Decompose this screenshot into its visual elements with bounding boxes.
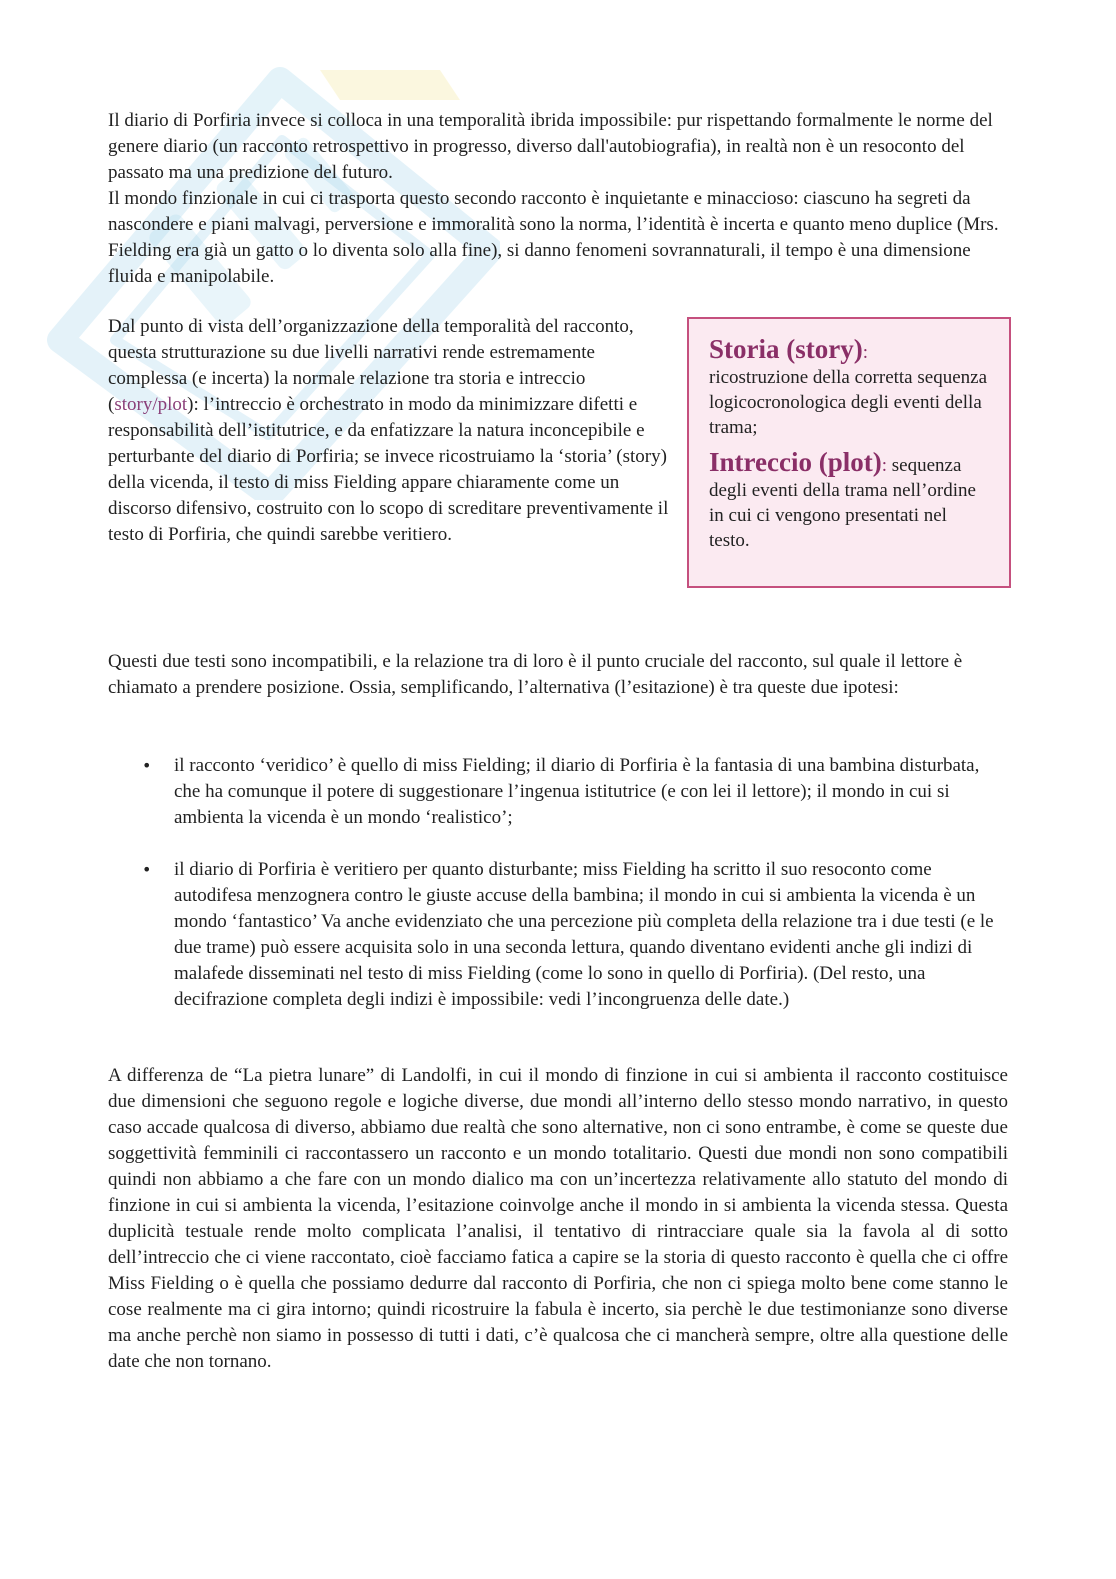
definition-intreccio bbox=[709, 447, 991, 553]
intro-section bbox=[108, 108, 1008, 290]
definition-box bbox=[687, 317, 1011, 588]
paragraph-mondo-finzionale: Il mondo finzionale in cui ci trasporta questo secondo racconto è inquietante e minaccioso: ciascuno ha segreti da nascondere e piani malvagi, perversione e immoralità sono la norma, l’identità è incerta e quanto meno duplice (Mrs. Fielding era già un gatto o lo diventa solo alla fine), si danno fenomeni sovrannaturali, il tempo è una dimensione fluida e manipolabile. bbox=[108, 188, 999, 287]
bullet-icon: • bbox=[142, 756, 152, 775]
storia-term: Storia (story) bbox=[709, 334, 863, 364]
list-item bbox=[108, 753, 1008, 831]
storia-colon: : bbox=[862, 342, 868, 363]
list-item bbox=[108, 857, 1008, 1013]
storia-definition: ricostruzione della corretta sequenza logicocronologica degli eventi della trama; bbox=[709, 367, 987, 438]
intreccio-term: Intreccio (plot) bbox=[709, 447, 882, 477]
paragraph-temporalita bbox=[108, 314, 674, 548]
bullet-icon: • bbox=[142, 860, 152, 879]
story-plot-link[interactable]: story/plot bbox=[114, 394, 188, 415]
intreccio-colon: : bbox=[881, 455, 887, 476]
intreccio-definition: sequenza degli eventi della trama nell’ordine in cui ci vengono presentati nel testo. bbox=[709, 455, 976, 551]
hypotheses-list bbox=[108, 753, 1008, 1039]
paragraph-landolfi: A differenza de “La pietra lunare” di Landolfi, in cui il mondo di finzione in cui si ambienta il racconto costituisce due dimensioni che seguono regole e logiche diverse, due mondi all’interno dello stesso mondo narrativo, in questo caso accade qualcosa di diverso, abbiamo due realtà che sono alternative, non ci sono entrambe, è come se queste due soggettività femminili ci raccontassero un racconto e un mondo totalitario. Questi due mondi non sono compatibili quindi non abbiamo a che fare con un mondo dialico ma con un’incertezza relativamente allo statuto del mondo di finzione in cui si ambienta la vicenda, l’esitazione coinvolge anche il mondo in si ambienta la vicenda stessa. Questa duplicità testuale rende molto complicata l’analisi, il tentativo di rintracciare quale sia la favola al di sotto dell’intreccio che ci viene raccontato, cioè facciamo fatica a capire se la storia di questo racconto è quella che ci offre Miss Fielding o è quella che possiamo dedurre dal racconto di Porfiria, che non ci spiega molto bene come stanno le cose realmente ma ci gira intorno; quindi ricostruire la fabula è incerto, sia perchè le due testimonianze sono diverse ma anche perchè non siamo in possesso di tutti i dati, c’è qualcosa che ci mancherà sempre, oltre alla questione delle date che non tornano. bbox=[108, 1065, 1008, 1372]
list-item-text: il diario di Porfiria è veritiero per quanto disturbante; miss Fielding ha scritto il suo resoconto come autodifesa menzognera contro le giuste accuse della bambina; il mondo in cui si ambienta la vicenda è un mondo ‘fantastico’ Va anche evidenziato che una percezione più completa della relazione tra i due testi (e le due trame) può essere acquisita solo in una seconda lettura, quando diventano evidenti anche gli indizi di malafede disseminati nel testo di miss Fielding (come lo sono in quello di Porfiria). (Del resto, una decifrazione completa degli indizi è impossibile: vedi l’incongruenza delle date.) bbox=[174, 859, 994, 1010]
paragraph-testi-incompatibili: Questi due testi sono incompatibili, e la relazione tra di loro è il punto cruciale del racconto, sul quale il lettore è chiamato a prendere posizione. Ossia, semplificando, l’alternativa (l’esitazione) è tra queste due ipotesi: bbox=[108, 651, 963, 698]
definition-storia bbox=[709, 334, 991, 440]
paragraph-temporalita-text-1: Dal punto di vista dell’organizzazione della temporalità del racconto, questa strutturazione su due livelli narrativi rende estremamente complessa (e incerta) la normale relazione tra storia e intreccio ( bbox=[108, 316, 634, 415]
list-item-text: il racconto ‘veridico’ è quello di miss Fielding; il diario di Porfiria è la fantasia di una bambina disturbata, che ha comunque il potere di suggestionare l’ingenua istitutrice (e con lei il lettore); il mondo in cui si ambienta la vicenda è un mondo ‘realistico’; bbox=[174, 755, 980, 828]
paragraph-diario: Il diario di Porfiria invece si colloca in una temporalità ibrida impossibile: pur rispettando formalmente le norme del genere diario (un racconto retrospettivo in progresso, diverso dall'autobiografia), in realtà non è un resoconto del passato ma una predizione del futuro. bbox=[108, 110, 993, 183]
paragraph-temporalita-text-2: ): l’intreccio è orchestrato in modo da minimizzare difetti e responsabilità dell’istitutrice, e da enfatizzare la natura inconcepibile e perturbante del diario di Porfiria; se invece ricostruiamo la ‘storia’ (story) della vicenda, il testo di miss Fielding appare chiaramente come un discorso difensivo, costruito con lo scopo di screditare preventivamente il testo di Porfiria, che quindi sarebbe veritiero. bbox=[108, 394, 669, 545]
